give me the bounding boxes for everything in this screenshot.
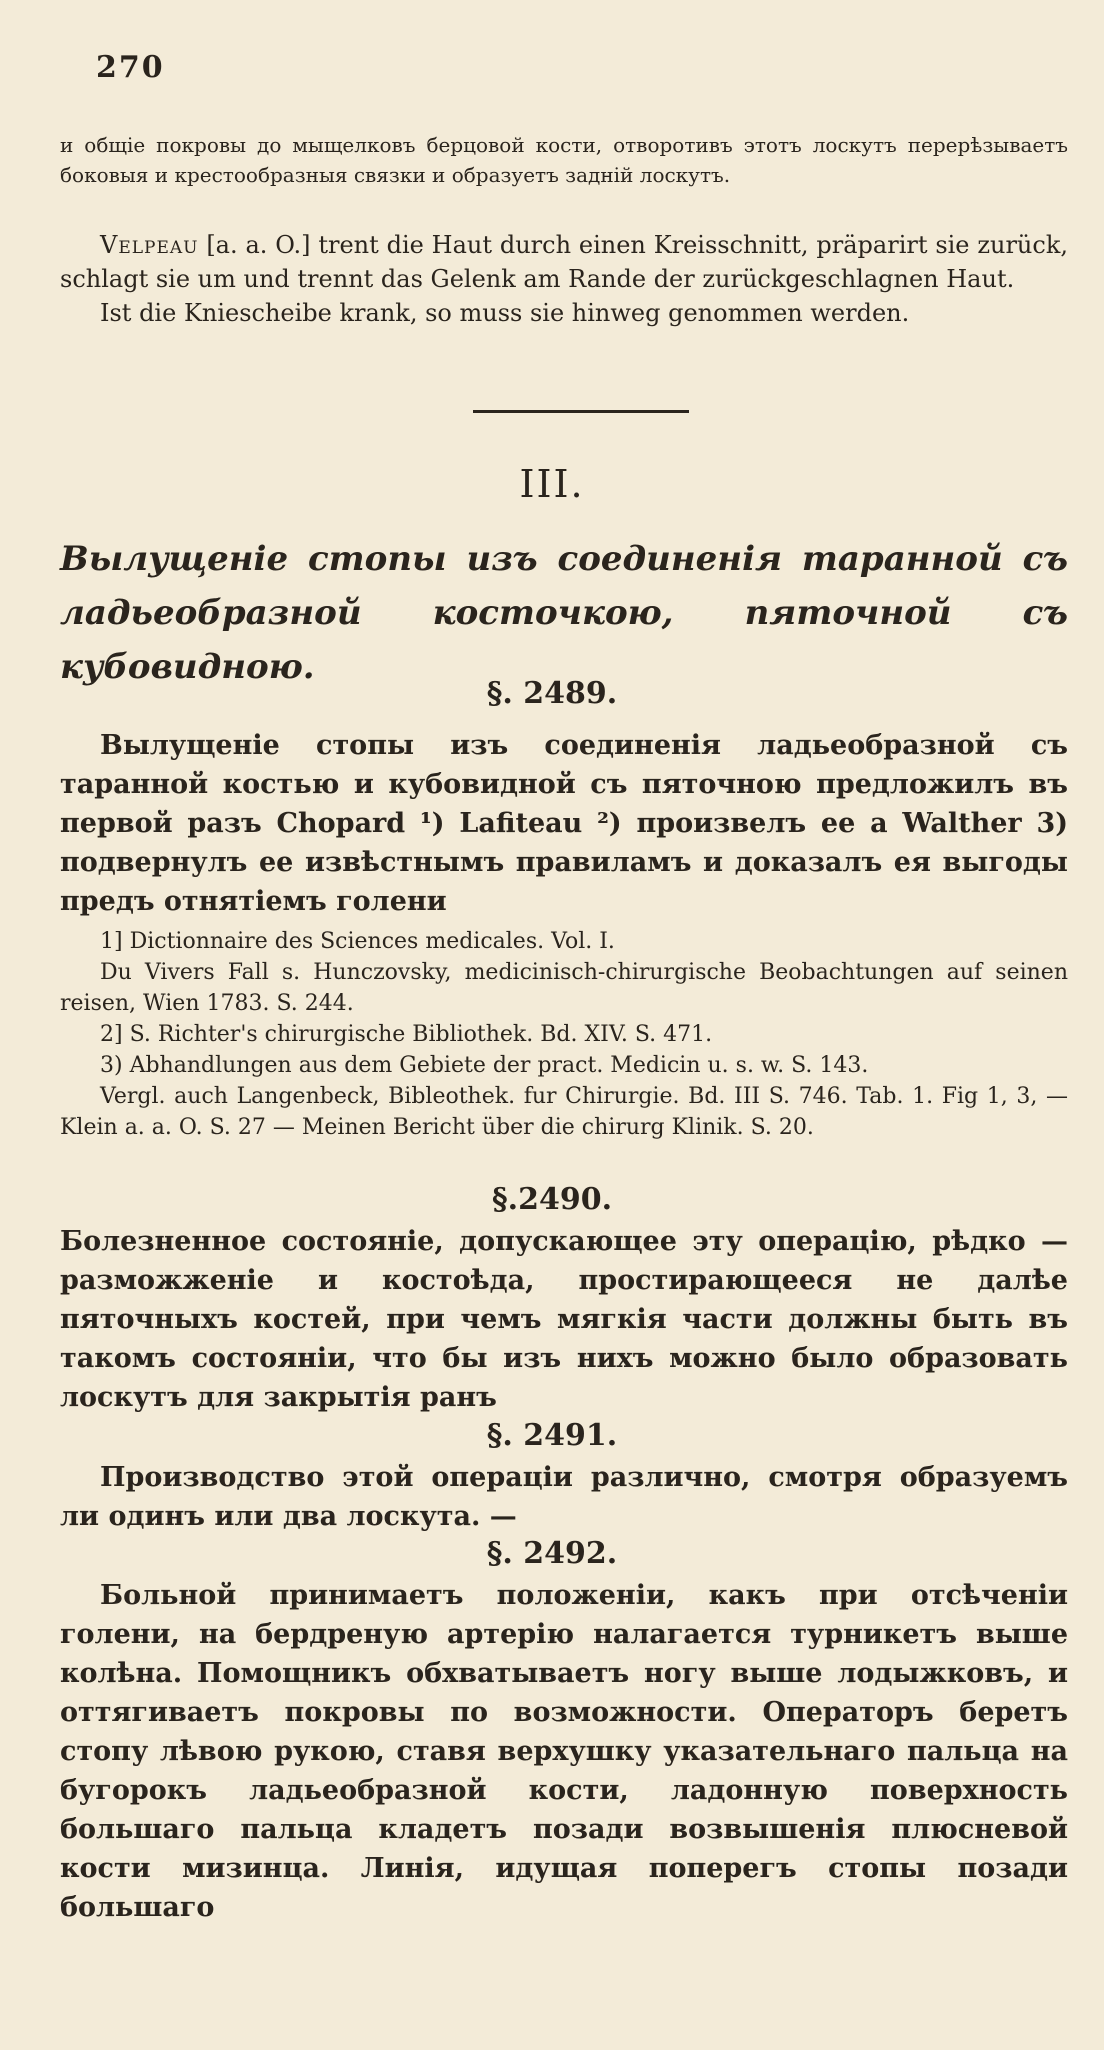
section-heading-2490: §.2490. xyxy=(491,1182,613,1217)
footnote-3: 3) Abhandlungen aus dem Gebiete der pract. Medicin u. s. w. S. 143. xyxy=(100,1053,869,1078)
knee-paragraph: Ist die Kniescheibe krank, so muss sie hinweg genommen werden. xyxy=(100,299,910,327)
section-heading-2489: §. 2489. xyxy=(486,676,618,711)
section-divider xyxy=(473,410,689,413)
paragraph-2489-text: Вылущеніе стопы изъ соединенія ладьеобразной съ таранной костью и кубовидной съ пяточною предложилъ въ первой разъ Chopard ¹) Lafiteau ²) произвелъ ее а Walther 3) подвернулъ ее извѣстнымъ правиламъ и доказалъ ея выгоды предъ отнятіемъ голени xyxy=(60,730,1068,917)
paragraph-2492-text: Больной принимаетъ положеніи, какъ при отсѣченіи голени, на бердреную артерію налагается турникетъ выше колѣна. Помощникъ обхватываетъ ногу выше лодыжковъ, и оттягиваетъ покровы по возможности. Операторъ беретъ стопу лѣвою рукою, ставя верхушку указательнаго пальца на бугорокъ ладьеобразной кости, ладонную поверхность большаго пальца кладетъ позади возвышенія плюсневой кости мизинца. Линія, идущая поперегъ стопы позади большаго xyxy=(60,1580,1068,1923)
paragraph-2490-text: Болезненное состояніе, допускающее эту операцію, рѣдко — разможженіе и костоѣда, простирающееся не далѣе пяточныхъ костей, при чемъ мягкія части должны быть въ такомъ состояніи, что бы изъ нихъ можно было образовать лоскутъ для закрытія ранъ xyxy=(60,1226,1068,1413)
paragraph-2492 xyxy=(60,1576,1068,1927)
german-paragraphs xyxy=(60,228,1068,330)
section-number: III. xyxy=(519,462,585,506)
footnote-1b: Du Vivers Fall s. Hunczovsky, medicinisch-chirurgische Beobachtungen auf seinen reisen, Wien 1783. S. 244. xyxy=(60,960,1068,1016)
footnote-3b: Vergl. auch Langenbeck, Bibleothek. fur Chirurgie. Bd. III S. 746. Tab. 1. Fig 1, 3, — Klein a. a. O. S. 27 — Meinen Bericht über die chirurg Klinik. S. 20. xyxy=(60,1084,1068,1140)
footnote-2: 2] S. Richter's chirurgische Bibliothek. Bd. XIV. S. 471. xyxy=(100,1022,713,1047)
continuation-paragraph xyxy=(60,130,1068,190)
velpeau-name: Velpeau xyxy=(100,231,199,259)
paragraph-2490 xyxy=(60,1222,1068,1417)
section-title: Вылущеніе стопы изъ соединенія таранной съ ладьеобразной косточкою, пяточной съ кубовидною. xyxy=(60,539,1068,687)
paragraph-2489 xyxy=(60,726,1068,921)
section-heading-2492: §. 2492. xyxy=(486,1536,618,1571)
paragraph-2491-text: Производство этой операціи различно, смотря образуемъ ли одинъ или два лоскута. — xyxy=(60,1462,1068,1532)
velpeau-text: [a. a. O.] trent die Haut durch einen Kreisschnitt, präparirt sie zurück, schlagt sie um und trennt das Gelenk am Rande der zurückgeschlagnen Haut. xyxy=(60,231,1068,293)
section-heading-2491: §. 2491. xyxy=(486,1418,618,1453)
continuation-ru-text: и общіе покровы до мыщелковъ берцовой кости, отворотивъ этотъ лоскутъ перерѣзываетъ боковыя и крестообразныя связки и образуетъ задній лоскутъ. xyxy=(60,133,1068,187)
paragraph-2491 xyxy=(60,1458,1068,1536)
footnotes xyxy=(60,926,1068,1143)
page-number: 270 xyxy=(96,50,165,85)
footnote-1: 1] Dictionnaire des Sciences medicales. Vol. I. xyxy=(100,929,615,954)
velpeau-paragraph xyxy=(60,228,1068,296)
